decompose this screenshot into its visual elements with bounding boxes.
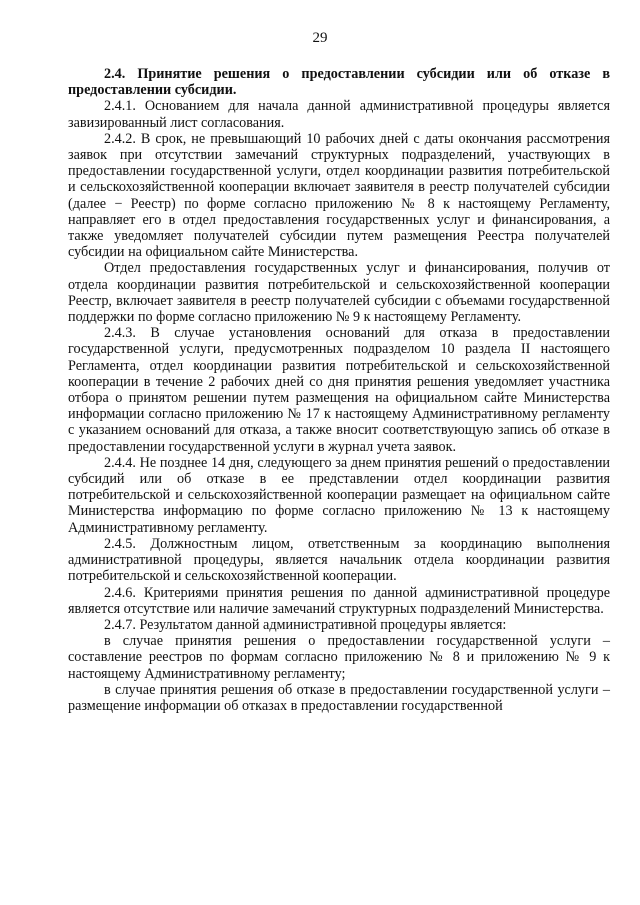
paragraph-2-4-5: 2.4.5. Должностным лицом, ответственным за координацию выполнения административной процедуры, является начальник отдела координации развития потребительской и сельскохозяйственной кооперации. [68,535,610,585]
paragraph-2-4-7: 2.4.7. Результатом данной административной процедуры является: [104,616,507,633]
section-heading: 2.4. Принятие решения о предоставлении субсидии или об отказе в предоставлении субсидии. [68,66,610,99]
paragraph-result-refusal: в случае принятия решения об отказе в предоставлении государственной услуги – размещение информации об отказах в предоставлении государственной [68,681,610,714]
paragraph-2-4-3: 2.4.3. В случае установления оснований для отказа в предоставлении государственной услуги, предусмотренных подразделом 10 раздела II настоящего Регламента, отдел координации развития потребительской и сельскохозяйственной кооперации в течение 2 рабочих дней со дня принятия решения уведомляет участника отбора о принятом решении путем размещения на официальном сайте Министерства информации согласно приложению № 17 к настоящему Административному регламенту с указанием оснований для отказа, а также вносит соответствующую запись об отказе в предоставлении государственной услуги в журнал учета заявок. [68,325,610,455]
paragraph-2-4-6: 2.4.6. Критериями принятия решения по данной административной процедуре является отсутствие или наличие замечаний структурных подразделений Министерства. [68,584,610,617]
page-content [68,66,610,714]
paragraph-result-approval: в случае принятия решения о предоставлении государственной услуги – составление реестров по формам согласно приложению № 8 и приложению № 9 к настоящему Административному регламенту; [68,633,610,682]
paragraph-2-4-1: 2.4.1. Основанием для начала данной административной процедуры является завизированный лист согласования. [68,98,610,131]
paragraph-2-4-2: 2.4.2. В срок, не превышающий 10 рабочих дней с даты окончания рассмотрения заявок при отсутствии замечаний структурных подразделений, участвующих в предоставлении государственной услуги, отдел координации развития потребительской и сельскохозяйственной кооперации включает заявителя в реестр получателей субсидии (далее − Реестр) по форме согласно приложению № 8 к настоящему Регламенту, направляет его в отдел предоставления государственных услуг и финансирования, а также уведомляет получателей субсидии путем размещения Реестра получателей субсидии на официальном сайте Министерства. [68,130,610,261]
paragraph-2-4-4: 2.4.4. Не позднее 14 дня, следующего за днем принятия решений о предоставлении субсидий или об отказе в ее представлении отдел координации развития потребительской и сельскохозяйственной кооперации размещает на официальном сайте Министерства информацию по форме согласно приложению № 13 к настоящему Административному регламенту. [68,454,610,536]
page-number: 29 [312,30,328,46]
paragraph-registry-department: Отдел предоставления государственных услуг и финансирования, получив от отдела координации развития потребительской и сельскохозяйственной кооперации Реестр, включает заявителя в реестр получателей субсидии с объемами государственной поддержки по форме согласно приложению № 9 к настоящему Регламенту. [68,260,610,326]
